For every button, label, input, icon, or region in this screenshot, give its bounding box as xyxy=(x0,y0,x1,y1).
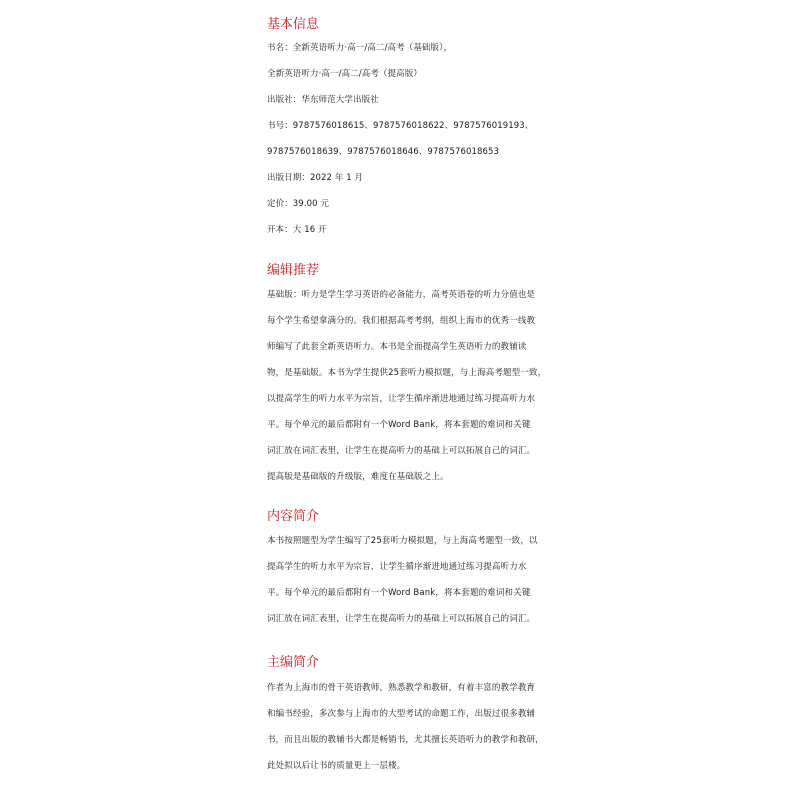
paragraph-line: 提高学生的听力水平为宗旨，让学生循序渐进地通过练习提高听力水 xyxy=(267,562,527,572)
paragraph-line: 作者为上海市的骨干英语教师，熟悉教学和教研，有着丰富的教学教育 xyxy=(267,683,536,693)
paragraph-line: 本书按照题型为学生编写了25套听力模拟题，与上海高考题型一致，以 xyxy=(267,536,538,546)
info-line: 出版日期：2022 年 1 月 xyxy=(267,173,364,183)
section-title-recommendation: 编辑推荐 xyxy=(267,263,320,278)
paragraph-line: 物，是基础版。本书为学生提供25套听力模拟题，与上海高考题型一致， xyxy=(267,368,547,378)
paragraph-line: 书，而且出版的教辅书大都是畅销书，尤其擅长英语听力的教学和教研， xyxy=(267,735,544,745)
section-title-editor-intro: 主编简介 xyxy=(267,655,320,670)
info-line: 9787576018639、9787576018646、9787576018653 xyxy=(267,147,500,157)
paragraph-line: 词汇放在词汇表里，让学生在提高听力的基础上可以拓展自己的词汇。 xyxy=(267,614,536,624)
info-line: 定价：39.00 元 xyxy=(267,199,330,209)
paragraph-line: 和编书经验，多次参与上海市的大型考试的命题工作，出版过很多教辅 xyxy=(267,709,536,719)
paragraph-line: 此处拟以后让书的质量更上一层楼。 xyxy=(267,761,406,771)
content-intro-paragraph xyxy=(267,528,538,632)
section-title-content-intro: 内容简介 xyxy=(267,509,320,524)
info-line: 出版社：华东师范大学出版社 xyxy=(267,95,379,105)
paragraph-line: 提高版是基础版的升级版，难度在基础版之上。 xyxy=(267,472,449,482)
paragraph-line: 每个学生希望拿满分的。我们根据高考考纲，组织上海市的优秀一线教 xyxy=(267,316,536,326)
section-title-basic-info: 基本信息 xyxy=(267,17,320,32)
info-line: 书号：9787576018615、9787576018622、9787576019193、 xyxy=(267,121,534,131)
paragraph-line: 以提高学生的听力水平为宗旨，让学生循序渐进地通过练习提高听力水 xyxy=(267,394,536,404)
paragraph-line: 平。每个单元的最后都附有一个Word Bank，将本套题的难词和关键 xyxy=(267,420,531,430)
info-line: 书名：全新英语听力·高一/高二/高考（基础版）， xyxy=(267,43,453,53)
editor-intro-paragraph xyxy=(267,675,544,779)
paragraph-line: 基础版：听力是学生学习英语的必备能力，高考英语卷的听力分值也是 xyxy=(267,290,536,300)
paragraph-line: 平。每个单元的最后都附有一个Word Bank，将本套题的难词和关键 xyxy=(267,588,531,598)
paragraph-line: 师编写了此套全新英语听力。本书是全面提高学生英语听力的教辅读 xyxy=(267,342,527,352)
info-line: 开本：大 16 开 xyxy=(267,225,327,235)
basic-info-list xyxy=(267,35,533,243)
info-line: 全新英语听力·高一/高二/高考（提高版） xyxy=(267,69,422,79)
paragraph-line: 词汇放在词汇表里，让学生在提高听力的基础上可以拓展自己的词汇。 xyxy=(267,446,536,456)
recommendation-paragraph xyxy=(267,282,546,490)
